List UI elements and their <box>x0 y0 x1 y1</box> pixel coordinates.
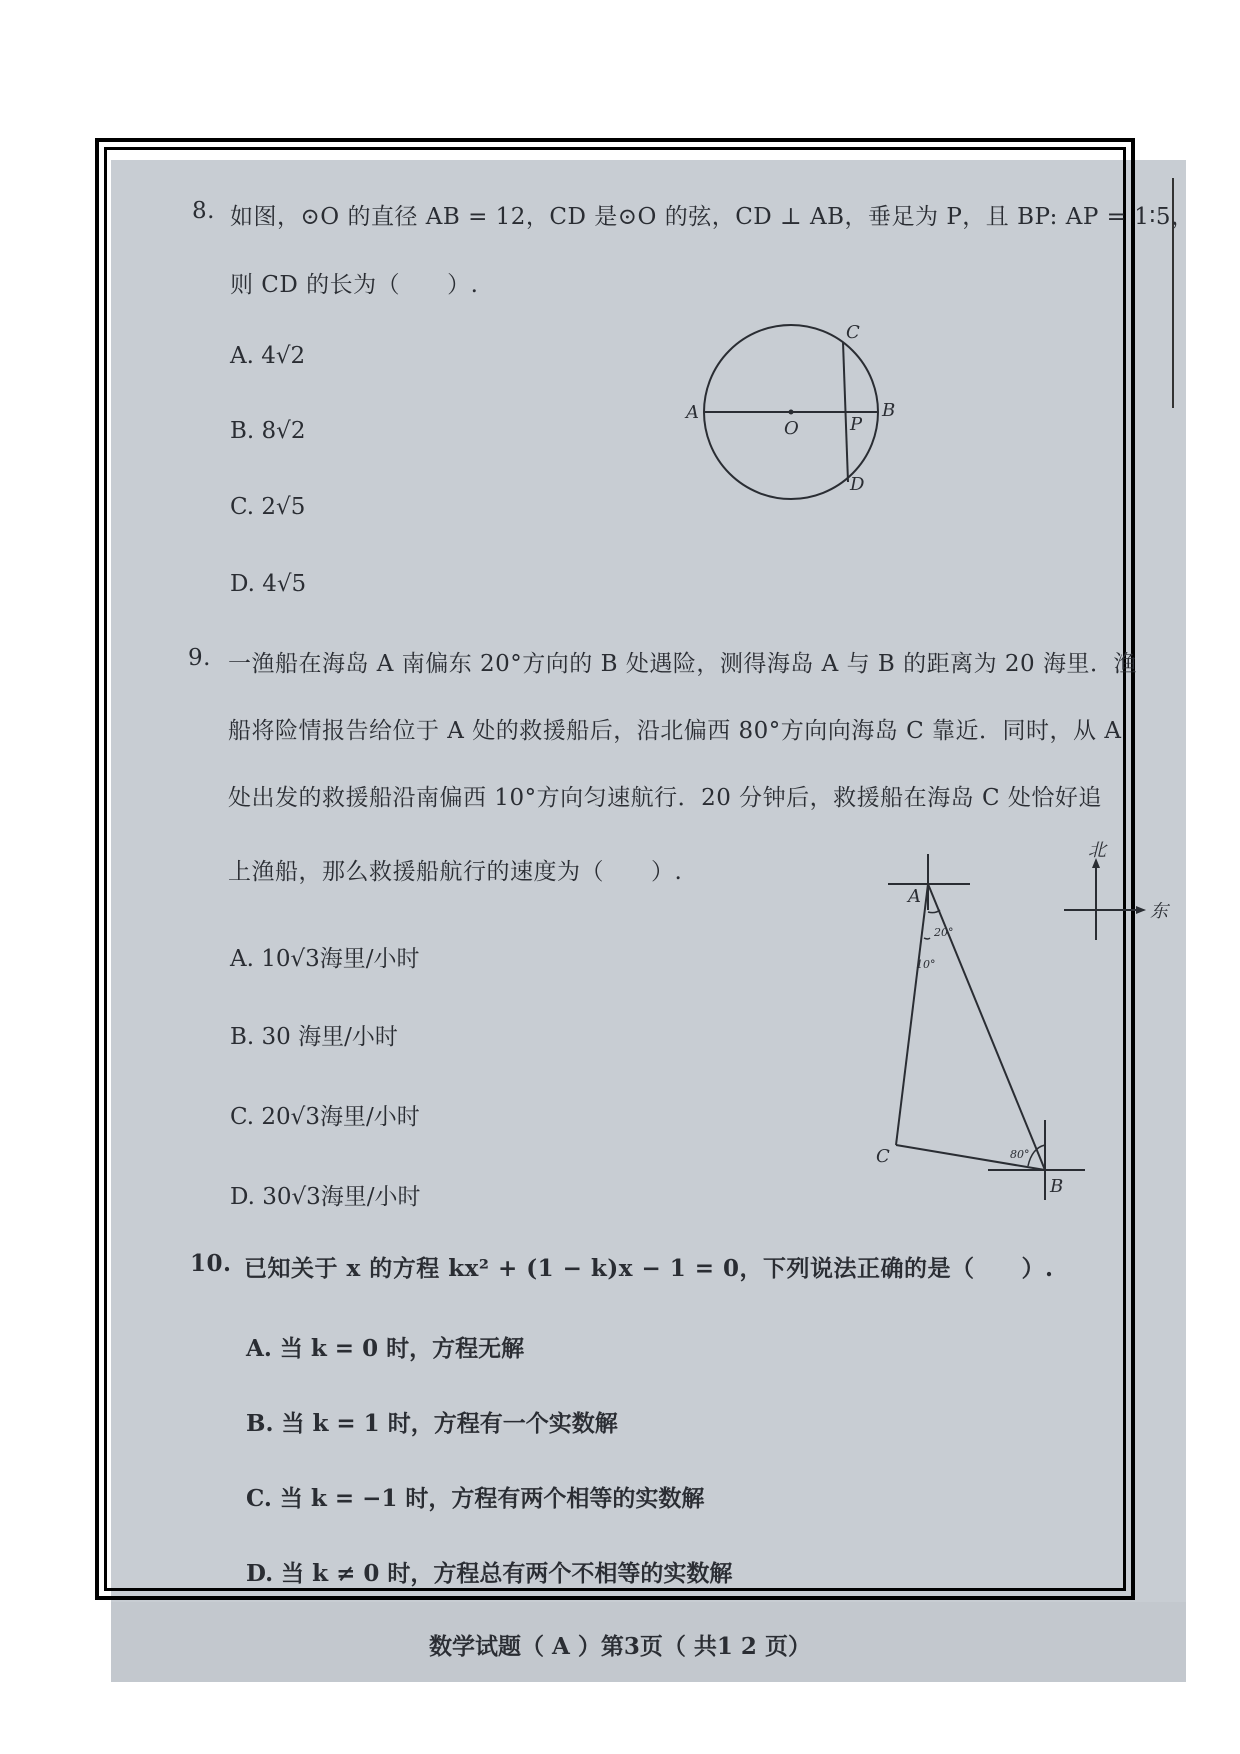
label-east: 东 <box>1150 901 1168 922</box>
q10-line1: 已知关于 x 的方程 kx² + (1 − k)x − 1 = 0，下列说法正确的是（ ）. <box>244 1255 1054 1282</box>
q10-number: 10. <box>190 1250 232 1277</box>
label-angle-10: 10° <box>916 958 936 971</box>
q9-line1: 一渔船在海岛 A 南偏东 20°方向的 B 处遇险，测得海岛 A 与 B 的距离为 20 海里．渔 <box>228 651 1137 677</box>
q9-line4: 上渔船，那么救援船航行的速度为（ ）. <box>228 859 683 885</box>
q10-option-c: C. 当 k = −1 时，方程有两个相等的实数解 <box>246 1485 705 1512</box>
label-c: C <box>876 1146 890 1167</box>
q9-option-d: D. 30√3海里/小时 <box>230 1184 421 1210</box>
q8-option-b: B. 8√2 <box>230 418 306 444</box>
label-c: C <box>846 322 860 343</box>
label-a: A <box>686 402 699 423</box>
angle-arc-10 <box>924 938 930 939</box>
label-o: O <box>784 418 799 439</box>
q8-line1: 如图，⊙O 的直径 AB = 12，CD 是⊙O 的弦，CD ⊥ AB，垂足为 P，且 BP: AP = 1∶5， <box>230 204 1195 230</box>
q10-option-b: B. 当 k = 1 时，方程有一个实数解 <box>246 1410 618 1437</box>
angle-arc-20 <box>928 910 940 913</box>
label-b: B <box>882 400 896 421</box>
label-angle-80: 80° <box>1010 1148 1030 1161</box>
label-north: 北 <box>1088 840 1106 861</box>
compass-icon <box>1060 840 1190 960</box>
center-dot <box>789 410 794 415</box>
segment-ac <box>896 884 928 1145</box>
q9-line2: 船将险情报告给位于 A 处的救援船后，沿北偏西 80°方向向海岛 C 靠近．同时，从 A <box>228 718 1122 744</box>
q9-option-a: A. 10√3海里/小时 <box>230 946 420 972</box>
q9-option-b: B. 30 海里/小时 <box>230 1024 398 1050</box>
q10-option-a: A. 当 k = 0 时，方程无解 <box>246 1335 525 1362</box>
q9-number: 9. <box>188 645 211 671</box>
q9-option-c: C. 20√3海里/小时 <box>230 1104 420 1130</box>
label-b: B <box>1050 1176 1064 1197</box>
label-d: D <box>850 474 865 495</box>
label-a: A <box>908 886 921 907</box>
q9-line3: 处出发的救援船沿南偏西 10°方向匀速航行．20 分钟后，救援船在海岛 C 处恰好追 <box>228 785 1102 811</box>
q8-option-c: C. 2√5 <box>230 494 306 520</box>
q10-option-d: D. 当 k ≠ 0 时，方程总有两个不相等的实数解 <box>246 1560 733 1587</box>
label-p: P <box>850 414 863 435</box>
q8-line2: 则 CD 的长为（ ）. <box>230 272 479 298</box>
q8-circle-figure <box>680 320 920 520</box>
label-angle-20: 20° <box>934 926 954 939</box>
q8-number: 8. <box>192 198 215 224</box>
q8-option-a: A. 4√2 <box>230 343 306 369</box>
q8-option-d: D. 4√5 <box>230 571 307 597</box>
page-footer: 数学试题（ A ）第3页（ 共1 2 页） <box>429 1633 811 1660</box>
